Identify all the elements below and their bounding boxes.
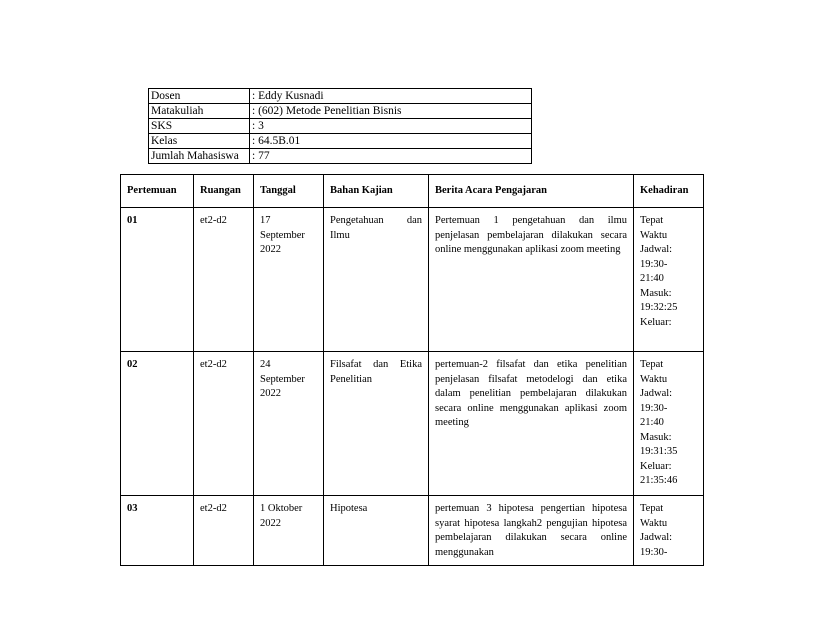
cell-pertemuan: 02	[121, 352, 194, 496]
info-row-sks	[149, 119, 532, 134]
info-value: : 3	[250, 119, 532, 134]
cell-berita-acara: pertemuan-2 filsafat dan etika penelitian penjelasan filsafat metodelogi dan etika dalam penelitian pembelajaran dilakukan secara online menggunakan aplikasi zoom meeting	[429, 352, 634, 496]
info-value: : 77	[250, 149, 532, 164]
kehadiran-line: Tepat	[640, 503, 664, 514]
table-header-row	[121, 175, 704, 208]
cell-tanggal	[254, 496, 324, 566]
kehadiran-line: Masuk:	[640, 431, 672, 443]
tanggal-line: 2022	[260, 388, 281, 399]
kehadiran-line: 21:40	[640, 417, 664, 428]
info-label: Jumlah Mahasiswa	[149, 149, 250, 164]
table-row	[121, 496, 704, 566]
cell-berita-acara: Pertemuan 1 pengetahuan dan ilmu penjelasan pembelajaran dilakukan secara online menggunakan aplikasi zoom meeting	[429, 208, 634, 352]
info-row-kelas	[149, 134, 532, 149]
attendance-table	[120, 174, 704, 566]
table-row	[121, 208, 704, 352]
header-kehadiran: Kehadiran	[634, 175, 704, 208]
cell-kehadiran	[634, 496, 704, 566]
cell-bahan-kajian: Filsafat dan Etika Penelitian	[324, 352, 429, 496]
tanggal-line: 24	[260, 359, 271, 370]
cell-tanggal	[254, 208, 324, 352]
kehadiran-line: Jadwal:	[640, 532, 673, 543]
tanggal-line: 2022	[260, 517, 281, 529]
tanggal-line: 1 Oktober	[260, 503, 303, 514]
cell-kehadiran	[634, 352, 704, 496]
info-value: : Eddy Kusnadi	[250, 89, 532, 104]
info-label: Kelas	[149, 134, 250, 149]
cell-ruangan: et2-d2	[194, 352, 254, 496]
kehadiran-line: Waktu	[640, 229, 668, 241]
tanggal-line: 17	[260, 215, 271, 226]
kehadiran-line: 19:32:25	[640, 302, 678, 313]
course-info-table	[148, 88, 532, 164]
info-row-dosen	[149, 89, 532, 104]
cell-ruangan: et2-d2	[194, 496, 254, 566]
kehadiran-line: Keluar:	[640, 460, 672, 472]
kehadiran-line: 21:35:46	[640, 475, 678, 486]
cell-pertemuan: 01	[121, 208, 194, 352]
info-value: : 64.5B.01	[250, 134, 532, 149]
header-bahan-kajian: Bahan Kajian	[324, 175, 429, 208]
cell-ruangan: et2-d2	[194, 208, 254, 352]
info-value: : (602) Metode Penelitian Bisnis	[250, 104, 532, 119]
kehadiran-line: 19:30-	[640, 402, 668, 414]
info-row-jumlah-mahasiswa	[149, 149, 532, 164]
kehadiran-line: Keluar:	[640, 316, 672, 328]
kehadiran-line: Masuk:	[640, 287, 672, 299]
cell-kehadiran	[634, 208, 704, 352]
cell-berita-acara: pertemuan 3 hipotesa pengertian hipotesa syarat hipotesa langkah2 pengujian hipotesa pembelajaran dilakukan secara online menggunakan	[429, 496, 634, 566]
kehadiran-line: Waktu	[640, 373, 668, 385]
kehadiran-line: Jadwal:	[640, 388, 673, 399]
header-berita-acara: Berita Acara Pengajaran	[429, 175, 634, 208]
cell-tanggal	[254, 352, 324, 496]
kehadiran-line: 19:30-	[640, 546, 668, 558]
header-ruangan: Ruangan	[194, 175, 254, 208]
info-label: Dosen	[149, 89, 250, 104]
kehadiran-line: 19:30-	[640, 258, 668, 270]
info-row-matakuliah	[149, 104, 532, 119]
kehadiran-line: Jadwal:	[640, 244, 673, 255]
cell-bahan-kajian: Pengetahuan dan Ilmu	[324, 208, 429, 352]
info-label: SKS	[149, 119, 250, 134]
kehadiran-line: Waktu	[640, 517, 668, 529]
header-pertemuan: Pertemuan	[121, 175, 194, 208]
kehadiran-line: Tepat	[640, 359, 664, 370]
table-row	[121, 352, 704, 496]
header-tanggal: Tanggal	[254, 175, 324, 208]
cell-pertemuan: 03	[121, 496, 194, 566]
tanggal-line: 2022	[260, 244, 281, 255]
kehadiran-line: 21:40	[640, 273, 664, 284]
kehadiran-line: 19:31:35	[640, 446, 678, 457]
tanggal-line: September	[260, 229, 305, 241]
kehadiran-line: Tepat	[640, 215, 664, 226]
tanggal-line: September	[260, 373, 305, 385]
cell-bahan-kajian: Hipotesa	[324, 496, 429, 566]
info-label: Matakuliah	[149, 104, 250, 119]
